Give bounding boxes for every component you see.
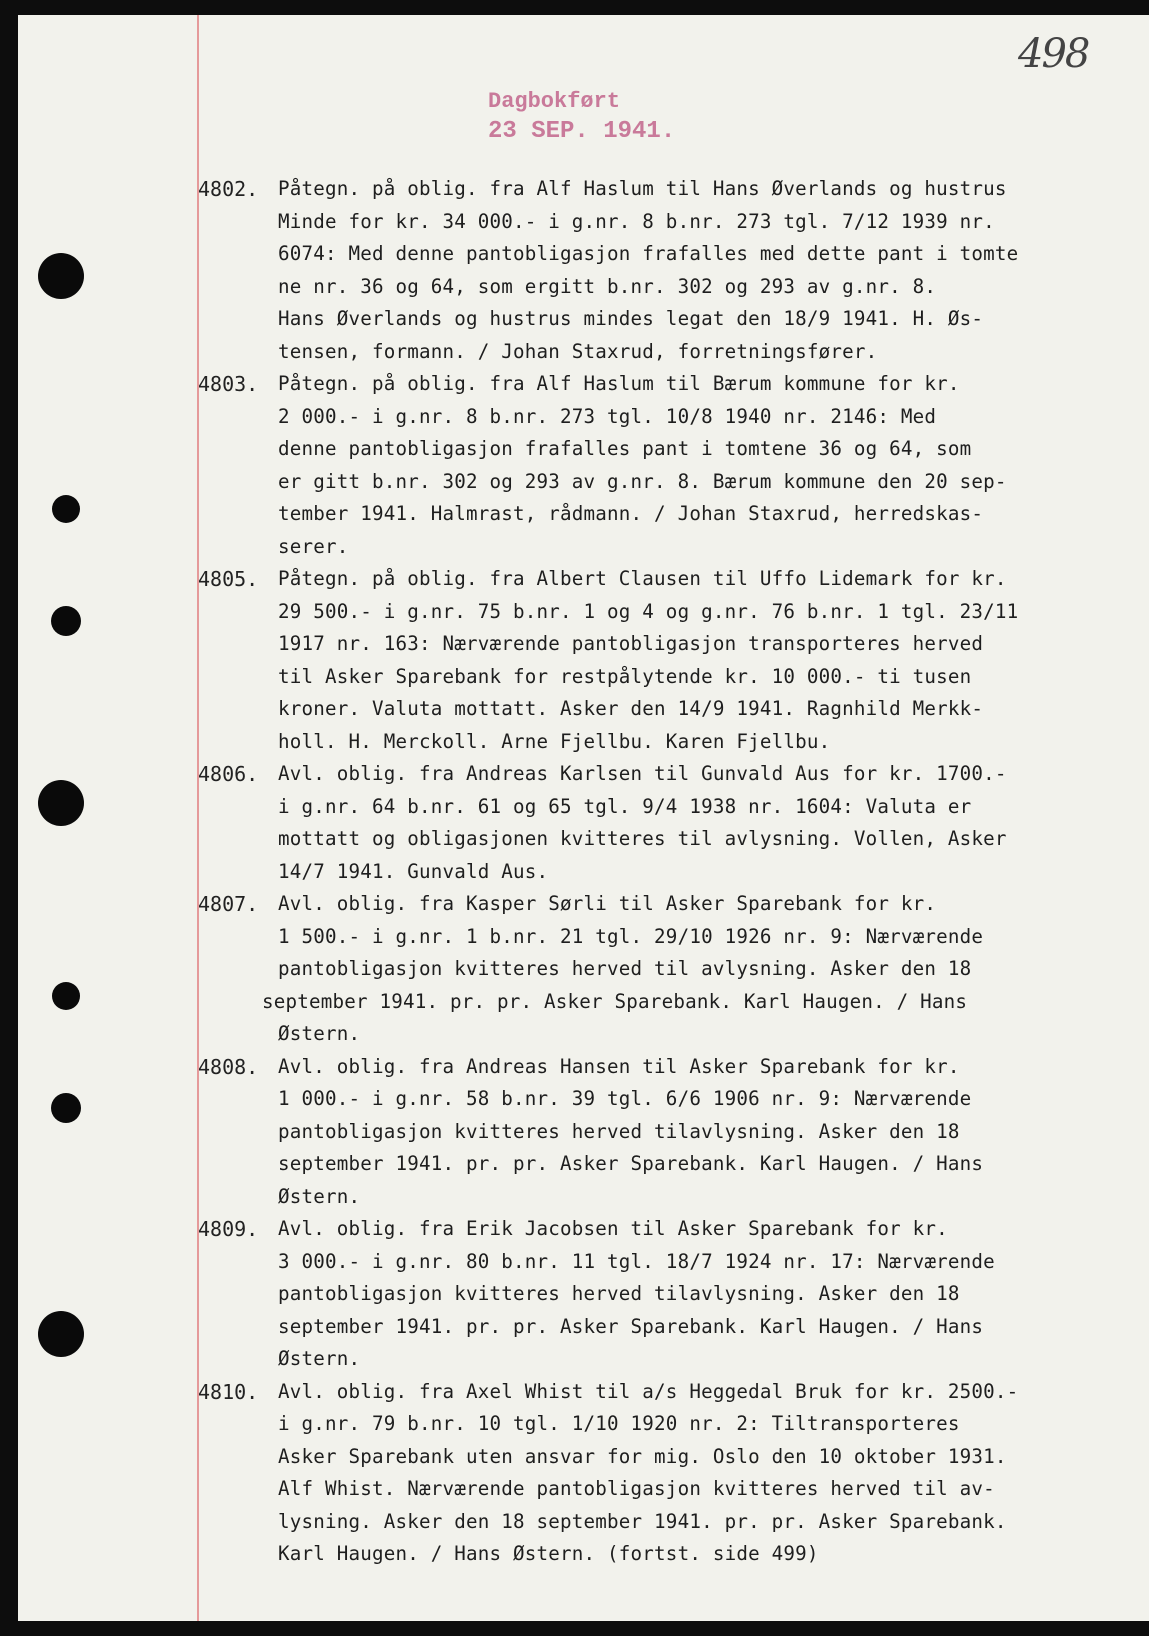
entry-line: 6074: Med denne pantobligasjon frafalles med dette pant i tomte: [278, 242, 1019, 265]
entry-line: i g.nr. 79 b.nr. 10 tgl. 1/10 1920 nr. 2: Tiltransporteres: [278, 1412, 960, 1435]
entry-line: Påtegn. på oblig. fra Alf Haslum til Hans Øverlands og hustrus: [278, 177, 1007, 200]
entry-number: 4809.: [198, 1217, 259, 1241]
entry-line: Østern.: [278, 1022, 361, 1045]
entry-line: til Asker Sparebank for restpålytende kr. 10 000.- ti tusen: [278, 664, 972, 688]
entry-line: er gitt b.nr. 302 og 293 av g.nr. 8. Bærum kommune den 20 sep-: [278, 469, 1007, 493]
entry-line: september 1941. pr. pr. Asker Sparebank. Karl Haugen. / Hans: [278, 1314, 984, 1338]
entry-line: tember 1941. Halmrast, rådmann. / Johan Staxrud, herredskas-: [278, 502, 984, 525]
entry-number: 4810.: [198, 1379, 259, 1404]
entry-line: Alf Whist. Nærværende pantobligasjon kvitteres herved til av-: [278, 1477, 995, 1500]
entry-number: 4802.: [198, 177, 259, 201]
entry-line: Minde for kr. 34 000.- i g.nr. 8 b.nr. 273 tgl. 7/12 1939 nr.: [278, 209, 995, 233]
entry-number: 4803.: [198, 372, 259, 396]
date-stamp: [488, 87, 675, 147]
entry-line: 2 000.- i g.nr. 8 b.nr. 273 tgl. 10/8 1940 nr. 2146: Med: [278, 404, 937, 428]
ledger-entry: [18, 1051, 1149, 1214]
entry-line: Østern.: [278, 1184, 361, 1208]
entry-line: pantobligasjon kvitteres herved tilavlysning. Asker den 18: [278, 1282, 960, 1305]
entry-line: Avl. oblig. fra Andreas Karlsen til Gunvald Aus for kr. 1700.-: [278, 762, 1007, 785]
entry-line: tensen, formann. / Johan Staxrud, forretningsfører.: [278, 339, 878, 363]
entry-line: september 1941. pr. pr. Asker Sparebank. Karl Haugen. / Hans: [262, 989, 968, 1013]
entry-line: holl. H. Merckoll. Arne Fjellbu. Karen Fjellbu.: [278, 729, 831, 753]
entry-line: kroner. Valuta mottatt. Asker den 14/9 1941. Ragnhild Merkk-: [278, 697, 984, 720]
entry-line: Østern.: [278, 1347, 361, 1370]
entry-line: 29 500.- i g.nr. 75 b.nr. 1 og 4 og g.nr. 76 b.nr. 1 tgl. 23/11: [278, 599, 1019, 623]
entry-line: Påtegn. på oblig. fra Alf Haslum til Bærum kommune for kr.: [278, 372, 960, 395]
entry-line: 14/7 1941. Gunvald Aus.: [278, 859, 549, 883]
entry-line: Asker Sparebank uten ansvar for mig. Oslo den 10 oktober 1931.: [278, 1444, 1007, 1468]
entry-line: Hans Øverlands og hustrus mindes legat den 18/9 1941. H. Øs-: [278, 307, 984, 330]
ledger-entry: [18, 1376, 1149, 1571]
entry-number: 4805.: [198, 567, 259, 591]
entry-number: 4808.: [198, 1054, 259, 1079]
entry-line: i g.nr. 64 b.nr. 61 og 65 tgl. 9/4 1938 nr. 1604: Valuta er: [278, 794, 972, 818]
entry-line: 1 500.- i g.nr. 1 b.nr. 21 tgl. 29/10 1926 nr. 9: Nærværende: [278, 924, 984, 948]
entry-line: Karl Haugen. / Hans Østern. (fortst. side 499): [278, 1542, 819, 1565]
entry-line: Avl. oblig. fra Erik Jacobsen til Asker Sparebank for kr.: [278, 1217, 948, 1240]
entry-number: 4807.: [198, 892, 259, 916]
entry-line: 1917 nr. 163: Nærværende pantobligasjon transporteres herved: [278, 632, 984, 655]
entry-line: 1 000.- i g.nr. 58 b.nr. 39 tgl. 6/6 1906 nr. 9: Nærværende: [278, 1087, 972, 1110]
entry-line: denne pantobligasjon frafalles pant i tomtene 36 og 64, som: [278, 437, 972, 460]
entry-line: september 1941. pr. pr. Asker Sparebank. Karl Haugen. / Hans: [278, 1152, 984, 1175]
entry-number: 4806.: [198, 762, 259, 786]
entry-line: Påtegn. på oblig. fra Albert Clausen til Uffo Lidemark for kr.: [278, 567, 1007, 590]
entry-line: pantobligasjon kvitteres herved til avlysning. Asker den 18: [278, 957, 972, 980]
page-number: 498: [1018, 31, 1089, 77]
entry-line: Avl. oblig. fra Kasper Sørli til Asker Sparebank for kr.: [278, 892, 937, 915]
ledger-entry: [18, 758, 1149, 888]
stamp-label: Dagbokført: [488, 89, 621, 114]
ledger-entry: [18, 563, 1149, 758]
stamp-date: 23 SEP. 1941.: [488, 118, 676, 145]
ledger-entry: [18, 888, 1149, 1051]
ledger-entry: [18, 368, 1149, 563]
entry-line: ne nr. 36 og 64, som ergitt b.nr. 302 og 293 av g.nr. 8.: [278, 274, 937, 298]
ledger-entry: [18, 1213, 1149, 1376]
entry-line: pantobligasjon kvitteres herved tilavlysning. Asker den 18: [278, 1119, 960, 1143]
entry-line: lysning. Asker den 18 september 1941. pr. pr. Asker Sparebank.: [278, 1509, 1007, 1533]
entry-line: 3 000.- i g.nr. 80 b.nr. 11 tgl. 18/7 1924 nr. 17: Nærværende: [278, 1249, 995, 1273]
entries-list: [18, 173, 1149, 1571]
entry-line: Avl. oblig. fra Axel Whist til a/s Heggedal Bruk for kr. 2500.-: [278, 1379, 1019, 1403]
ledger-entry: [18, 173, 1149, 368]
ledger-page: [18, 15, 1149, 1621]
entry-line: Avl. oblig. fra Andreas Hansen til Asker Sparebank for kr.: [278, 1054, 960, 1078]
entry-line: mottatt og obligasjonen kvitteres til avlysning. Vollen, Asker: [278, 827, 1007, 850]
entry-line: serer.: [278, 534, 349, 558]
